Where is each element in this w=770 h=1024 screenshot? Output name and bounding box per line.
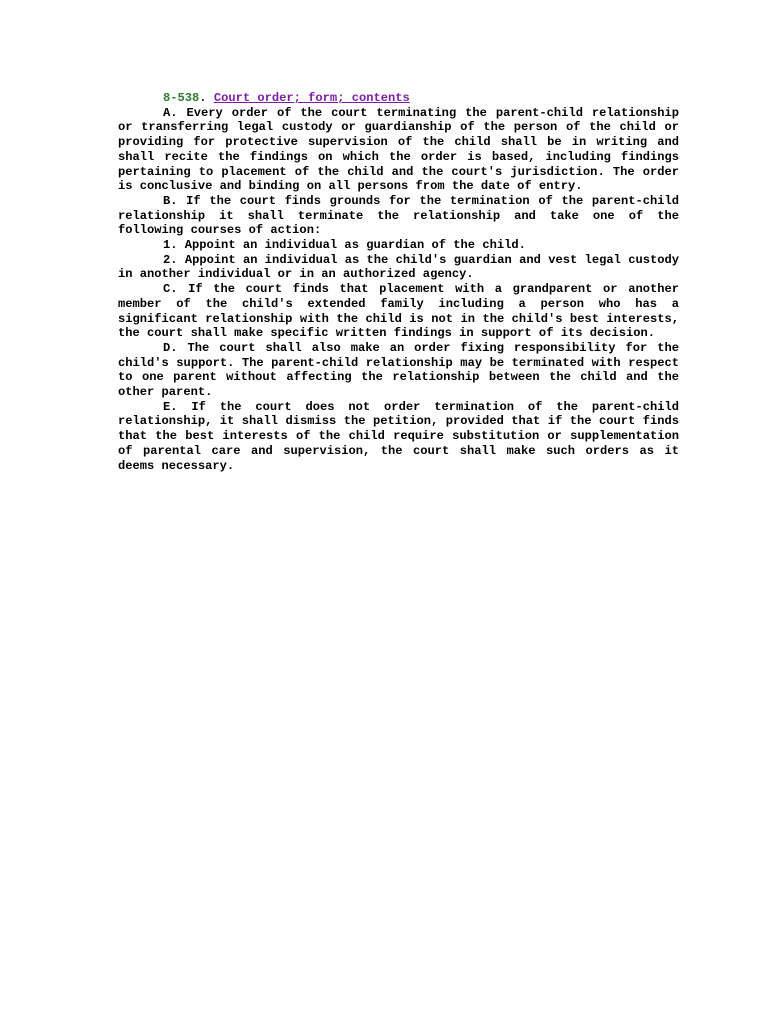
paragraph-d: D. The court shall also make an order fixing responsibility for the child's support. The parent-child relationship may be terminated with respect to one parent without affecting the relationship between the child and the other parent.: [118, 340, 679, 400]
paragraph-e: E. If the court does not order termination of the parent-child relationship, it shall dismiss the petition, provided that if the court finds that the best interests of the child require substitution or supplementation of parental care and supervision, the court shall make such orders as it deems necessary.: [118, 399, 679, 473]
section-title-link[interactable]: Court order; form; contents: [213, 91, 410, 105]
paragraph-b: B. If the court finds grounds for the termination of the parent-child relationship it shall terminate the relationship and take one of the following courses of action:: [118, 193, 679, 238]
paragraph-b-item-1: 1. Appoint an individual as guardian of the child.: [163, 238, 526, 253]
section-number: 8-538: [163, 91, 200, 105]
paragraph-c: C. If the court finds that placement with a grandparent or another member of the child's extended family including a person who has a significant relationship with the child is not in the child's best interests, the court shall make specific written findings in support of its decision.: [118, 282, 679, 341]
paragraph-a: A. Every order of the court terminating the parent-child relationship or transferring legal custody or guardianship of the person of the child or providing for protective supervision of the child shall be in writing and shall recite the findings on which the order is based, including findings pertaining to placement of the child and the court's jurisdiction. The order is conclusive and binding on all persons from the date of entry.: [118, 105, 679, 194]
section-separator: .: [199, 91, 214, 105]
statute-text: [118, 91, 679, 473]
section-heading: [118, 91, 679, 106]
paragraph-b-item-2: 2. Appoint an individual as the child's guardian and vest legal custody in another individual or in an authorized agency.: [118, 252, 679, 282]
